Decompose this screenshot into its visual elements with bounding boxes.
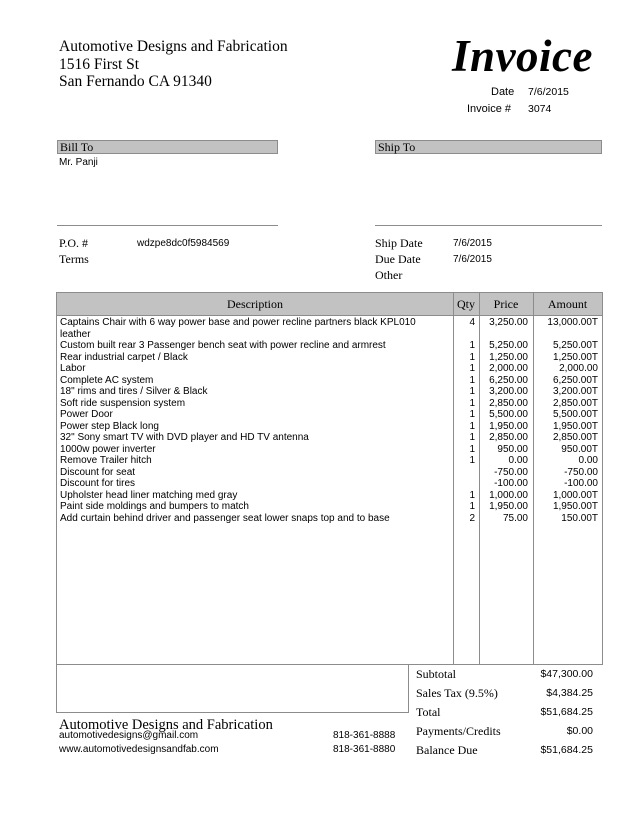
item-amount: 2,000.00 bbox=[559, 363, 598, 374]
item-description: Paint side moldings and bumpers to match bbox=[60, 501, 249, 512]
memo-box bbox=[56, 665, 409, 713]
item-description: 32" Sony smart TV with DVD player and HD TV antenna bbox=[60, 432, 309, 443]
table-row bbox=[57, 363, 602, 375]
item-description: Upholster head liner matching med gray bbox=[60, 489, 238, 501]
item-amount: 1,950.00T bbox=[552, 420, 598, 432]
item-amount: 6,250.00T bbox=[552, 374, 598, 386]
table-row bbox=[57, 490, 602, 502]
table-row bbox=[57, 467, 602, 479]
footer-phone: 818-361-8888 bbox=[333, 730, 396, 741]
line-items-table bbox=[56, 292, 603, 665]
item-qty: 1 bbox=[469, 409, 475, 420]
balance-due-value: $51,684.25 bbox=[540, 744, 593, 756]
invoice-title: Invoice bbox=[452, 31, 593, 81]
table-row bbox=[57, 421, 602, 433]
item-price: 1,950.00 bbox=[489, 420, 528, 432]
item-amount: 0.00 bbox=[578, 455, 598, 466]
item-amount: 950.00T bbox=[561, 443, 598, 455]
balance-due-label: Balance Due bbox=[416, 743, 478, 757]
footer-company-name: Automotive Designs and Fabrication bbox=[59, 717, 273, 733]
ship-date-value: 7/6/2015 bbox=[453, 238, 492, 249]
table-row bbox=[57, 386, 602, 398]
table-row bbox=[57, 375, 602, 387]
payments-label: Payments/Credits bbox=[416, 724, 501, 738]
item-amount: 2,850.00T bbox=[552, 397, 598, 409]
item-qty: 2 bbox=[469, 512, 475, 524]
item-description: Custom built rear 3 Passenger bench seat with power recline and armrest bbox=[60, 340, 386, 351]
footer-website: www.automotivedesignsandfab.com bbox=[59, 744, 219, 755]
item-qty: 1 bbox=[469, 351, 475, 363]
item-description: 1000w power inverter bbox=[60, 443, 156, 455]
other-label: Other bbox=[375, 268, 403, 282]
table-row bbox=[57, 501, 602, 513]
item-qty: 1 bbox=[469, 397, 475, 409]
payments-value: $0.00 bbox=[566, 725, 593, 737]
item-amount: 1,250.00T bbox=[552, 351, 598, 363]
item-qty: 1 bbox=[469, 455, 475, 466]
item-amount: 5,500.00T bbox=[552, 409, 598, 420]
item-price: 950.00 bbox=[497, 443, 528, 455]
company-name: Automotive Designs and Fabrication bbox=[59, 38, 288, 55]
bill-to-header: Bill To bbox=[57, 140, 278, 154]
item-description: Soft ride suspension system bbox=[60, 397, 186, 409]
table-row bbox=[57, 478, 602, 490]
table-row bbox=[57, 317, 602, 340]
item-qty: 1 bbox=[469, 501, 475, 512]
terms-label: Terms bbox=[59, 252, 89, 266]
amount-header: Amount bbox=[547, 297, 588, 311]
item-description: 18" rims and tires / Silver & Black bbox=[60, 386, 208, 397]
item-description: Discount for seat bbox=[60, 466, 136, 478]
item-qty: 4 bbox=[469, 317, 475, 328]
total-label: Total bbox=[416, 705, 441, 719]
item-price: 0.00 bbox=[508, 455, 528, 466]
item-description: Discount for tires bbox=[60, 478, 136, 489]
ship-to-divider bbox=[375, 225, 602, 226]
item-description: Power Door bbox=[60, 409, 113, 420]
table-row bbox=[57, 409, 602, 421]
item-price: 75.00 bbox=[502, 512, 528, 524]
item-description: Add curtain behind driver and passenger seat lower snaps top and to base bbox=[60, 512, 390, 524]
item-amount: 1,950.00T bbox=[552, 501, 598, 512]
item-description: Complete AC system bbox=[60, 374, 154, 386]
item-amount: 1,000.00T bbox=[552, 489, 598, 501]
due-date-label: Due Date bbox=[375, 252, 421, 266]
item-price: 1,000.00 bbox=[489, 489, 528, 501]
item-price: 5,250.00 bbox=[489, 340, 528, 351]
table-row bbox=[57, 432, 602, 444]
date-label: Date bbox=[491, 86, 515, 98]
item-description: Captains Chair with 6 way power base and power recline partners black KPL010 bbox=[60, 317, 416, 328]
item-amount: -100.00 bbox=[564, 478, 598, 489]
total-value: $51,684.25 bbox=[540, 706, 593, 718]
item-amount: -750.00 bbox=[564, 466, 598, 478]
item-description: Rear industrial carpet / Black bbox=[60, 351, 188, 363]
company-address bbox=[59, 38, 288, 91]
table-row bbox=[57, 352, 602, 364]
item-amount: 150.00T bbox=[561, 512, 598, 524]
invoice-number-label: Invoice # bbox=[467, 103, 512, 115]
item-qty: 1 bbox=[469, 432, 475, 443]
sales-tax-value: $4,384.25 bbox=[546, 687, 593, 699]
table-row bbox=[57, 455, 602, 467]
table-row bbox=[57, 444, 602, 456]
bill-to-name: Mr. Panji bbox=[59, 157, 98, 168]
item-description: Labor bbox=[60, 363, 86, 374]
item-qty: 1 bbox=[469, 443, 475, 455]
po-value: wdzpe8dc0f5984569 bbox=[137, 238, 230, 249]
ship-date-label: Ship Date bbox=[375, 236, 423, 250]
sales-tax-label: Sales Tax (9.5%) bbox=[416, 686, 498, 700]
item-price: 3,250.00 bbox=[489, 317, 528, 328]
po-label: P.O. # bbox=[59, 236, 89, 250]
item-price: 1,250.00 bbox=[489, 351, 528, 363]
item-description-continued: leather bbox=[60, 328, 91, 340]
item-price: 2,850.00 bbox=[489, 432, 528, 443]
item-qty: 1 bbox=[469, 340, 475, 351]
item-amount: 3,200.00T bbox=[552, 386, 598, 397]
table-row bbox=[57, 398, 602, 410]
item-qty: 1 bbox=[469, 489, 475, 501]
company-street: 1516 First St bbox=[59, 55, 140, 73]
table-body bbox=[57, 317, 602, 524]
item-price: 5,500.00 bbox=[489, 409, 528, 420]
qty-header: Qty bbox=[457, 297, 475, 311]
footer-fax: 818-361-8880 bbox=[333, 744, 396, 755]
item-price: -750.00 bbox=[494, 466, 528, 478]
subtotal-value: $47,300.00 bbox=[540, 668, 593, 680]
date-value: 7/6/2015 bbox=[528, 86, 569, 98]
item-qty: 1 bbox=[469, 386, 475, 397]
item-price: 1,950.00 bbox=[489, 501, 528, 512]
item-price: 3,200.00 bbox=[489, 386, 528, 397]
item-price: 6,250.00 bbox=[489, 374, 528, 386]
item-description: Remove Trailer hitch bbox=[60, 455, 152, 466]
item-amount: 5,250.00T bbox=[552, 340, 598, 351]
description-header: Description bbox=[227, 297, 283, 311]
item-price: -100.00 bbox=[494, 478, 528, 489]
item-price: 2,000.00 bbox=[489, 363, 528, 374]
ship-to-header: Ship To bbox=[375, 140, 602, 154]
item-qty: 1 bbox=[469, 363, 475, 374]
invoice-number-value: 3074 bbox=[528, 103, 552, 115]
item-qty: 1 bbox=[469, 374, 475, 386]
table-row bbox=[57, 513, 602, 525]
table-header bbox=[57, 293, 602, 316]
due-date-value: 7/6/2015 bbox=[453, 254, 492, 265]
table-row bbox=[57, 340, 602, 352]
footer-email: automotivedesigns@gmail.com bbox=[59, 730, 199, 741]
company-city: San Fernando CA 91340 bbox=[59, 73, 212, 90]
item-price: 2,850.00 bbox=[489, 397, 528, 409]
subtotal-label: Subtotal bbox=[416, 667, 457, 681]
item-qty: 1 bbox=[469, 420, 475, 432]
item-amount: 13,000.00T bbox=[547, 317, 598, 328]
item-description: Power step Black long bbox=[60, 420, 159, 432]
item-amount: 2,850.00T bbox=[552, 432, 598, 443]
bill-to-divider bbox=[57, 225, 278, 226]
price-header: Price bbox=[493, 297, 519, 311]
